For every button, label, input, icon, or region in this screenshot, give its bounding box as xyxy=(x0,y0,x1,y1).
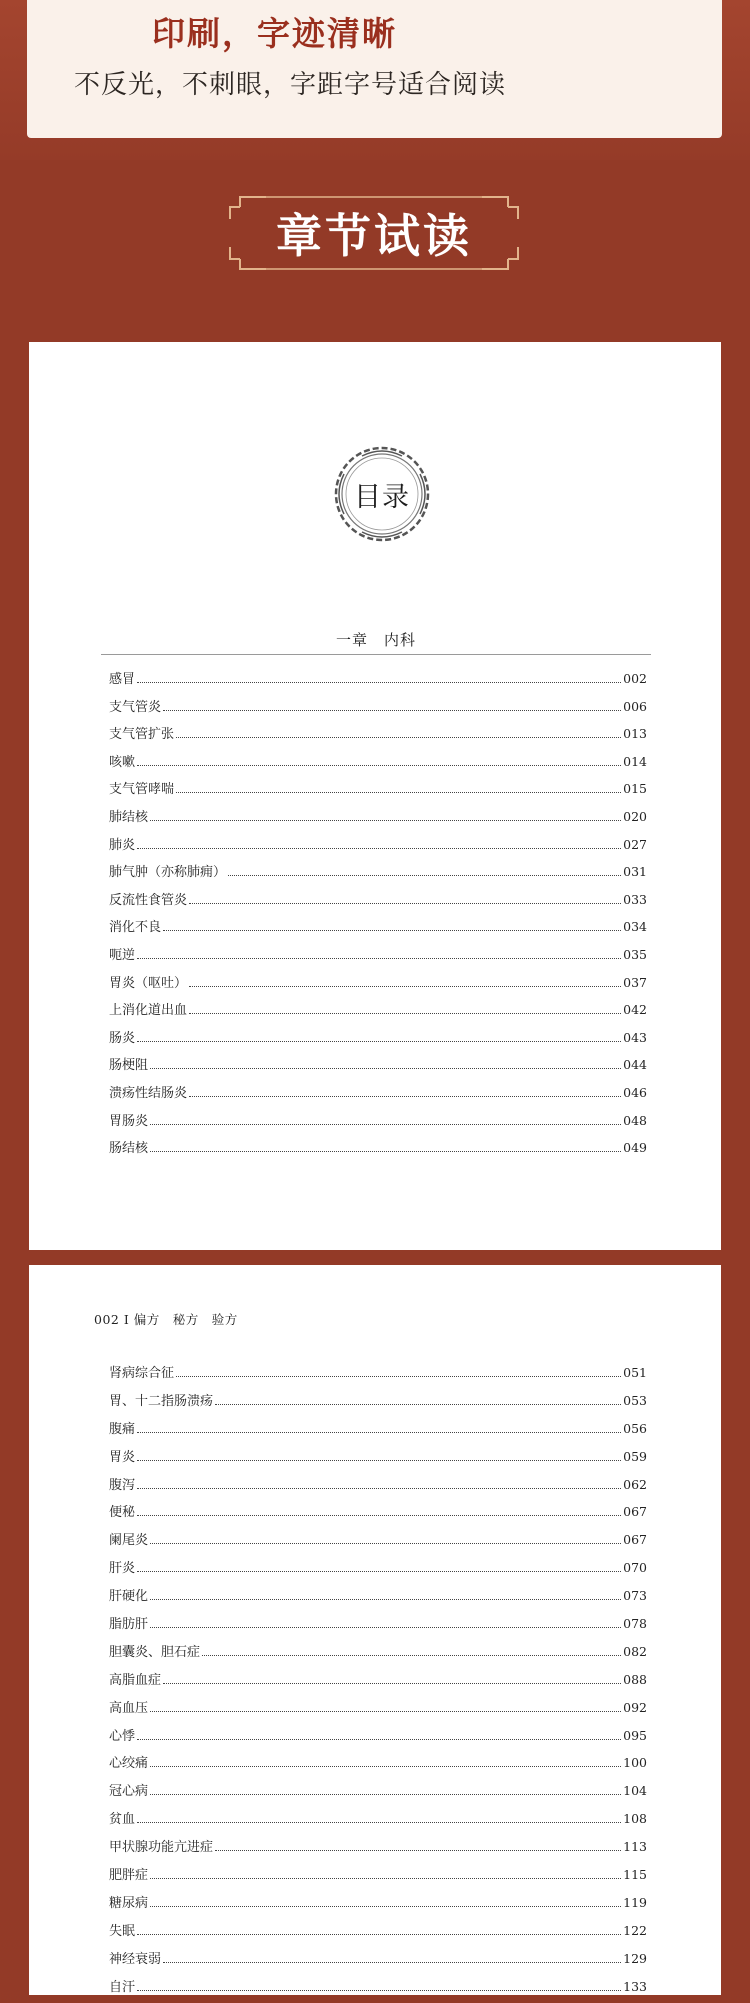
dot-leader xyxy=(176,1376,621,1377)
toc-entry-page: 092 xyxy=(623,1699,647,1715)
toc-entry-page: 129 xyxy=(623,1950,647,1966)
dot-leader xyxy=(189,1013,621,1014)
toc-entry-title: 胃炎（呕吐） xyxy=(109,975,188,991)
toc-entry-title: 贫血 xyxy=(109,1812,136,1828)
dot-leader xyxy=(150,1627,621,1628)
toc-entry xyxy=(109,1082,647,1110)
toc-entry-page: 122 xyxy=(623,1922,647,1938)
dot-leader xyxy=(150,1906,621,1907)
toc-entry xyxy=(109,1836,647,1864)
toc-entry-page: 104 xyxy=(623,1783,647,1799)
dot-leader xyxy=(189,986,621,987)
dot-leader xyxy=(150,820,621,821)
toc-entry xyxy=(109,1027,647,1055)
toc-entry-page: 020 xyxy=(623,808,647,824)
toc-entry-page: 108 xyxy=(623,1811,647,1827)
toc-entry-title: 腹泻 xyxy=(109,1477,136,1493)
toc-entry-page: 056 xyxy=(623,1420,647,1436)
toc-entry-title: 腹痛 xyxy=(109,1421,136,1437)
toc-entry-page: 015 xyxy=(623,781,647,797)
dot-leader xyxy=(137,1934,621,1935)
toc-entry-page: 002 xyxy=(623,671,647,686)
toc-entry-page: 042 xyxy=(623,1002,647,1018)
dot-leader xyxy=(163,710,621,711)
toc-entry-title: 肥胖症 xyxy=(109,1868,149,1884)
contents-heading: 目录 xyxy=(354,481,410,513)
toc-entry xyxy=(109,999,647,1027)
dot-leader xyxy=(137,1432,621,1433)
dot-leader xyxy=(150,1068,621,1069)
dot-leader xyxy=(137,1515,621,1516)
toc-entry xyxy=(109,1725,647,1753)
toc-entry xyxy=(109,1920,647,1948)
toc-entry-page: 100 xyxy=(623,1755,647,1771)
toc-entry xyxy=(109,668,647,696)
toc-entry-title: 胆囊炎、胆石症 xyxy=(109,1644,201,1660)
book-page-contents-2 xyxy=(29,1265,721,1995)
book-page-contents-1 xyxy=(29,342,721,1250)
toc-entry-title: 胃肠炎 xyxy=(109,1113,149,1129)
toc-entry-title: 上消化道出血 xyxy=(109,1003,188,1019)
toc-entry xyxy=(109,1446,647,1474)
toc-entry xyxy=(109,751,647,779)
dot-leader xyxy=(215,1850,621,1851)
dot-leader xyxy=(150,1599,621,1600)
dot-leader xyxy=(137,848,621,849)
toc-entry xyxy=(109,1780,647,1808)
toc-entry-title: 肠炎 xyxy=(109,1030,136,1046)
dot-leader xyxy=(189,903,621,904)
promo-subline: 不反光，不刺眼，字距字号适合阅读 xyxy=(74,70,507,100)
toc-entry-title: 咳嗽 xyxy=(109,754,136,770)
toc-entry xyxy=(109,1864,647,1892)
dot-leader xyxy=(202,1655,621,1656)
toc-entry-page: 034 xyxy=(623,919,647,935)
toc-entry-page: 014 xyxy=(623,753,647,769)
toc-entry-title: 感冒 xyxy=(109,672,136,687)
dot-leader xyxy=(163,1962,621,1963)
promo-headline: 印刷，字迹清晰 xyxy=(152,14,397,53)
toc-entry-page: 073 xyxy=(623,1588,647,1604)
dot-leader xyxy=(150,1151,621,1152)
toc-entry xyxy=(109,1669,647,1697)
toc-entry xyxy=(109,944,647,972)
toc-entry-page: 037 xyxy=(623,974,647,990)
dot-leader xyxy=(150,1878,621,1879)
toc-entry-title: 心绞痛 xyxy=(109,1756,149,1772)
toc-entry xyxy=(109,1390,647,1418)
toc-entry-page: 044 xyxy=(623,1057,647,1073)
toc-entry-title: 肝硬化 xyxy=(109,1589,149,1605)
toc-entry-page: 027 xyxy=(623,836,647,852)
toc-entry xyxy=(109,1054,647,1082)
toc-entry-title: 脂肪肝 xyxy=(109,1617,149,1633)
toc-entry-title: 肠结核 xyxy=(109,1141,149,1157)
dot-leader xyxy=(176,792,621,793)
toc-entry xyxy=(109,1697,647,1725)
toc-entry-page: 049 xyxy=(623,1140,647,1156)
toc-entry xyxy=(109,1418,647,1446)
toc-entry xyxy=(109,861,647,889)
toc-entry xyxy=(109,1529,647,1557)
toc-entry-title: 肾病综合征 xyxy=(109,1366,175,1381)
dot-leader xyxy=(150,1766,621,1767)
toc-entry-page: 067 xyxy=(623,1532,647,1548)
toc-entry-page: 078 xyxy=(623,1616,647,1632)
toc-entry-page: 115 xyxy=(623,1867,647,1883)
dot-leader xyxy=(150,1794,621,1795)
toc-entry-title: 胃炎 xyxy=(109,1449,136,1465)
toc-entry-page: 113 xyxy=(623,1839,647,1855)
toc-entry-title: 反流性食管炎 xyxy=(109,892,188,908)
section-title: 章节试读 xyxy=(276,209,472,263)
toc-entry-title: 高血压 xyxy=(109,1700,149,1716)
toc-entry xyxy=(109,1948,647,1976)
contents-emblem xyxy=(332,444,432,544)
toc-entry-page: 119 xyxy=(623,1894,647,1910)
toc-entry-title: 肺气肿（亦称肺痈） xyxy=(109,865,227,881)
toc-entry-title: 消化不良 xyxy=(109,920,162,936)
toc-entry xyxy=(109,696,647,724)
toc-entry-page: 133 xyxy=(623,1978,647,1994)
dot-leader xyxy=(137,1041,621,1042)
dot-leader xyxy=(137,1488,621,1489)
toc-entry xyxy=(109,723,647,751)
toc-entry-title: 肠梗阻 xyxy=(109,1058,149,1074)
toc-entry xyxy=(109,1110,647,1138)
toc-entry-title: 高脂血症 xyxy=(109,1672,162,1688)
toc-entry-title: 胃、十二指肠溃疡 xyxy=(109,1393,214,1409)
toc-entry-title: 糖尿病 xyxy=(109,1895,149,1911)
toc-entry xyxy=(109,778,647,806)
toc-entry-page: 067 xyxy=(623,1504,647,1520)
toc-entry-page: 048 xyxy=(623,1112,647,1128)
toc-entry-title: 自汗 xyxy=(109,1979,136,1995)
toc-entry-title: 肝炎 xyxy=(109,1561,136,1577)
section-title-frame xyxy=(226,193,522,273)
dot-leader xyxy=(137,1460,621,1461)
toc-entry xyxy=(109,1137,647,1165)
toc-entry-page: 013 xyxy=(623,726,647,742)
toc-entry-title: 失眠 xyxy=(109,1923,136,1939)
toc-entry xyxy=(109,972,647,1000)
running-header: 002 I 偏方 秘方 验方 xyxy=(94,1312,238,1327)
toc-entry-title: 心悸 xyxy=(109,1728,136,1744)
toc-entry-title: 呃逆 xyxy=(109,947,136,963)
toc-entry-page: 088 xyxy=(623,1671,647,1687)
dot-leader xyxy=(137,682,621,683)
toc-entry xyxy=(109,1501,647,1529)
toc-entry xyxy=(109,889,647,917)
dot-leader xyxy=(150,1124,621,1125)
toc-list-page1 xyxy=(109,668,647,1165)
dot-leader xyxy=(137,1822,621,1823)
dot-leader xyxy=(150,1711,621,1712)
dot-leader xyxy=(137,765,621,766)
toc-entry xyxy=(109,834,647,862)
toc-entry xyxy=(109,1892,647,1920)
toc-entry xyxy=(109,1641,647,1669)
toc-entry-page: 095 xyxy=(623,1727,647,1743)
dot-leader xyxy=(163,930,621,931)
toc-entry xyxy=(109,1613,647,1641)
toc-entry-title: 支气管哮喘 xyxy=(109,782,175,798)
toc-entry xyxy=(109,1976,647,2003)
toc-entry-title: 支气管炎 xyxy=(109,699,162,715)
toc-entry-page: 043 xyxy=(623,1029,647,1045)
toc-entry-page: 051 xyxy=(623,1365,647,1380)
chapter-title: 一章 内科 xyxy=(101,629,651,655)
dot-leader xyxy=(215,1404,621,1405)
dot-leader xyxy=(137,958,621,959)
toc-entry-title: 阑尾炎 xyxy=(109,1533,149,1549)
toc-entry-title: 肺炎 xyxy=(109,837,136,853)
dot-leader xyxy=(228,875,621,876)
toc-entry xyxy=(109,1585,647,1613)
toc-entry-title: 甲状腺功能亢进症 xyxy=(109,1840,214,1856)
toc-entry xyxy=(109,806,647,834)
toc-entry-page: 059 xyxy=(623,1448,647,1464)
dot-leader xyxy=(176,737,621,738)
dot-leader xyxy=(137,1990,621,1991)
toc-entry xyxy=(109,1474,647,1502)
dot-leader xyxy=(150,1543,621,1544)
toc-entry-title: 溃疡性结肠炎 xyxy=(109,1085,188,1101)
toc-entry-page: 031 xyxy=(623,864,647,880)
toc-entry-title: 冠心病 xyxy=(109,1784,149,1800)
toc-entry xyxy=(109,1362,647,1390)
dot-leader xyxy=(189,1096,621,1097)
toc-list-page2 xyxy=(109,1362,647,2003)
toc-entry-title: 支气管扩张 xyxy=(109,727,175,743)
toc-entry-page: 070 xyxy=(623,1560,647,1576)
toc-entry xyxy=(109,916,647,944)
toc-entry-page: 046 xyxy=(623,1084,647,1100)
toc-entry-title: 便秘 xyxy=(109,1505,136,1521)
dot-leader xyxy=(137,1739,621,1740)
promo-card xyxy=(27,0,722,138)
toc-entry-page: 033 xyxy=(623,891,647,907)
toc-entry-page: 062 xyxy=(623,1476,647,1492)
toc-entry xyxy=(109,1808,647,1836)
toc-entry xyxy=(109,1557,647,1585)
toc-entry-page: 082 xyxy=(623,1643,647,1659)
toc-entry-title: 神经衰弱 xyxy=(109,1951,162,1967)
toc-entry-page: 006 xyxy=(623,698,647,714)
toc-entry-page: 035 xyxy=(623,946,647,962)
toc-entry xyxy=(109,1752,647,1780)
dot-leader xyxy=(137,1571,621,1572)
toc-entry-title: 肺结核 xyxy=(109,809,149,825)
dot-leader xyxy=(163,1683,621,1684)
toc-entry-page: 053 xyxy=(623,1392,647,1408)
